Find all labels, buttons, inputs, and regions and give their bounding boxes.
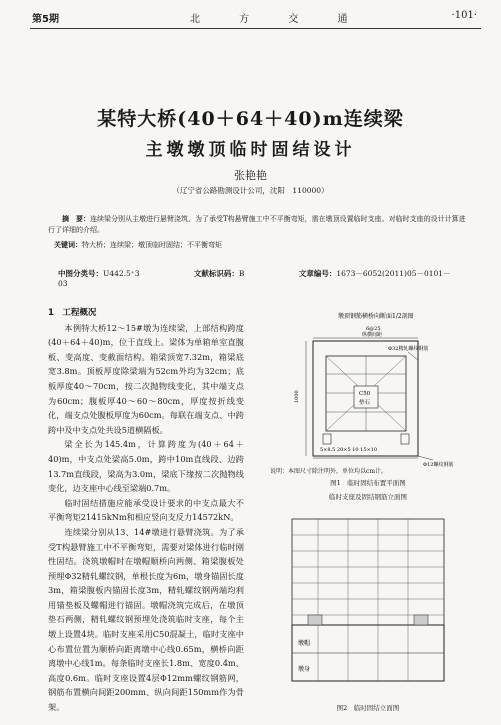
- figure-2-caption: 图2 临时固结立面图: [336, 704, 400, 712]
- keywords-text: 特大桥；连续梁；墩顶临时固结；不平衡弯矩: [82, 241, 222, 249]
- classification-line: [58, 268, 501, 288]
- fig2-label-cap: 墩帽: [298, 640, 311, 647]
- paragraph: 临时固结措施应能承受设计要求的中支点最大不平衡弯矩21415kNm和相应竖向支反力14572kN。: [48, 497, 244, 523]
- figure-1-drawing: [268, 308, 473, 486]
- figure-2-drawing: [288, 515, 448, 685]
- fig1-dim-top: 6@25: [366, 326, 381, 332]
- article-no-value: 1673－6052(2011)05－0101－03: [58, 269, 451, 288]
- page-number: ·101·: [451, 10, 477, 21]
- paragraph: 梁全长为145.4m，计算跨度为(40＋64＋40)m，中支点处梁高5.0m，跨中10m直线段、边跨13.7m直线段，梁高为3.0m，梁底下缘按二次抛物线变化，边支座中心线至梁端0.7m。: [48, 439, 244, 494]
- fig1-note: 说明：本图尺寸除注明外，单位均以cm计。: [270, 468, 388, 475]
- clc-label: 中图分类号：: [58, 269, 103, 278]
- fig1-label-rebar: Φ32精轧螺纹钢筋: [388, 346, 429, 352]
- fig1-top-label: 墩顶钢筋横桥向断面1/2剖图: [338, 313, 414, 320]
- affiliation: （辽宁省公路勘测设计公司，沈阳 110000）: [172, 186, 329, 195]
- fig1-label-pad: 垫石: [359, 400, 371, 406]
- figure-1-caption: 图1 临时固结布置平面图: [330, 479, 406, 487]
- doc-code-value: B: [238, 269, 245, 278]
- keywords: [48, 240, 474, 251]
- fig1-label-dims: 5×8.5 20×5 10 15×10: [320, 447, 378, 453]
- figure-1: [268, 308, 473, 486]
- clc-value: U442.5⁺3: [103, 269, 140, 278]
- title-line-1: 某特大桥(40＋64＋40)m连续梁: [97, 108, 404, 130]
- issue-number: 第5期: [32, 14, 59, 25]
- running-header: [0, 0, 501, 30]
- fig1-label-bottom-right: Φ12螺纹钢筋: [423, 462, 454, 468]
- section-heading: 1 工程概况: [48, 308, 97, 318]
- fig1-label-height: 1000: [294, 390, 300, 403]
- body-column: [48, 306, 244, 715]
- doc-code-label: 文献标识码：: [193, 269, 239, 278]
- abstract: [48, 214, 468, 236]
- author: 张艳艳: [234, 169, 267, 182]
- abstract-text: 连续梁分别从主墩进行悬臂浇筑，为了承受T构悬臂施工中不平衡弯矩，需在墩顶设置临时支座。对临时支座的设计计算进行了详细的介绍。: [48, 215, 466, 234]
- title-line-2: 主墩墩顶临时固结设计: [145, 140, 356, 160]
- header-rule: [30, 28, 481, 29]
- journal-name: 北 方 交 通: [190, 14, 366, 25]
- figure-2: [288, 515, 448, 700]
- fig2-label-pier: 墩身: [298, 666, 311, 673]
- abstract-label: 摘 要：: [62, 215, 90, 223]
- fig1-dim-top2: 纵横间距: [362, 332, 383, 338]
- paragraph: 连续梁分别从13、14#墩进行悬臂浇筑。为了承受T构悬臂施工中不平衡弯矩，需要对梁体进行临时刚性固结。浇筑墩帽时在墩帽顺桥向两侧、箱梁腹板处预埋Φ32精轧螺纹钢，单根长度为6m，墩身锚固长度3m，箱梁腹板内锚固长度3m，精轧螺纹钢两端均利用锚垫板及螺帽进行锚固。墩帽浇筑完成后，在墩顶垫石两侧，精轧螺纹钢预埋处浇筑临时支座，每个主墩上设置4块。临时支座采用C50混凝土，临时支座中心布置位置为顺桥向距离墩中心线0.65m，横桥向距离墩中心线1m。每条临时支座长1.8m、宽度0.4m、高度0.6m。临时支座设置4层Φ12mm螺纹钢筋网，钢筋布置横向间距200mm、纵向间距150mm作为骨架。: [48, 526, 244, 713]
- article-no-label: 文章编号：: [298, 269, 337, 278]
- keywords-label: 关键词：: [54, 241, 82, 249]
- figure-1-subcaption: 临时支座及固结钢筋立面图: [329, 493, 407, 501]
- paragraph: 本例特大桥12～15#墩为连续梁，上部结构跨度(40＋64＋40)m，位于直线上。梁体为单箱单室直腹板、变高度、变截面结构。箱梁顶宽7.32m，箱梁底宽3.8m。顶板厚度除梁端为52cm外均为32cm；底板厚度40～70cm，按二次抛物线变化，其中端支点为60cm；腹板厚40～60～80cm，厚度按折线变化，端支点处腹板厚度为60cm。每联在端支点、中跨跨中及中支点处共设5道横隔板。: [48, 322, 244, 435]
- fig1-label-c50: C50: [359, 391, 371, 397]
